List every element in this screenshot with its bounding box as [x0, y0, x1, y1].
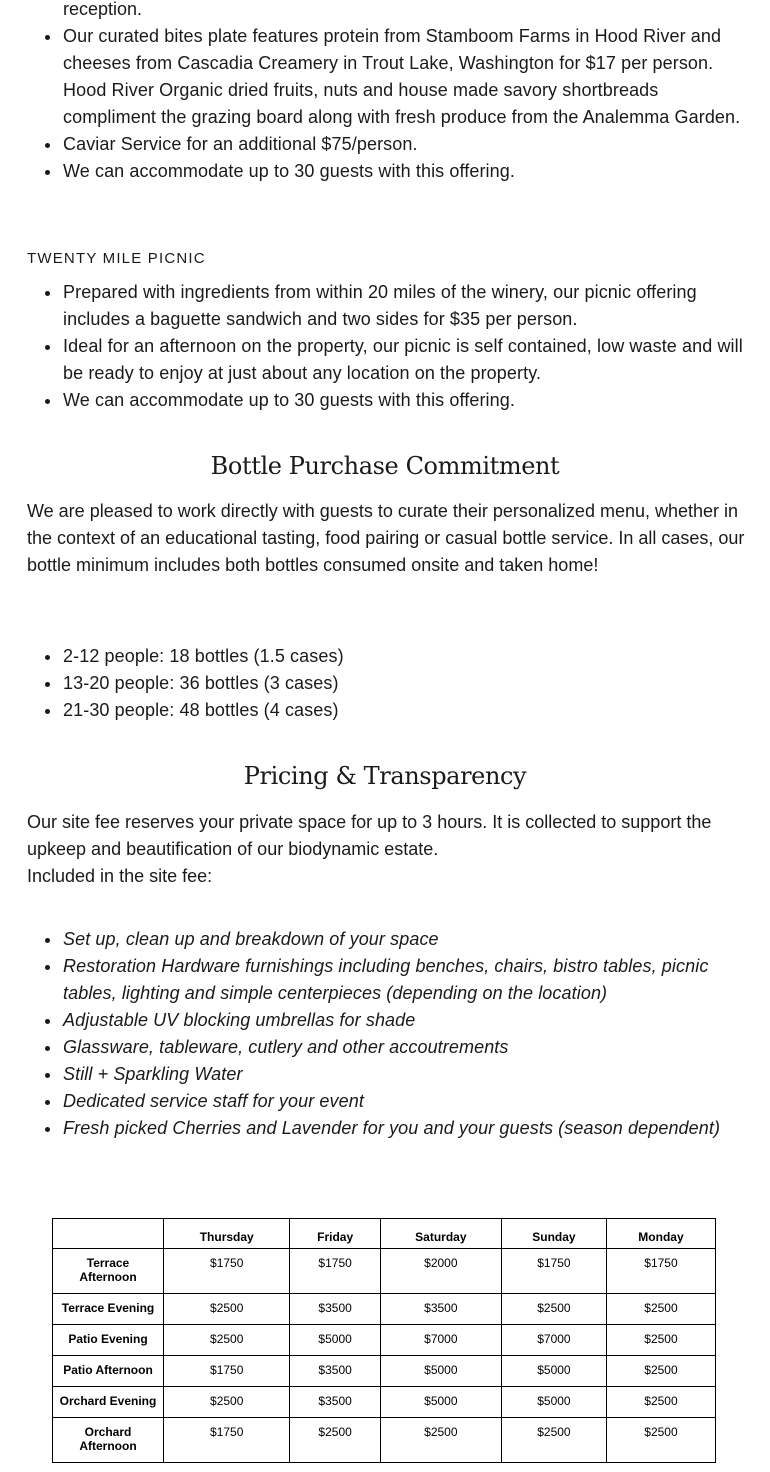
price-cell: $2500: [606, 1418, 715, 1463]
picnic-label: TWENTY MILE PICNIC: [27, 250, 206, 267]
table-row: [53, 1418, 716, 1463]
price-cell: $1750: [164, 1418, 290, 1463]
price-cell: $7000: [501, 1325, 606, 1356]
table-header-cell: Saturday: [380, 1219, 501, 1249]
table-row: [53, 1387, 716, 1418]
row-label: Orchard Evening: [53, 1387, 164, 1418]
list-item: Glassware, tableware, cutlery and other accoutrements: [27, 1034, 747, 1061]
price-cell: $1750: [606, 1249, 715, 1294]
row-label: Terrace Afternoon: [53, 1249, 164, 1294]
table-header-cell: [53, 1219, 164, 1249]
continued-text: reception.: [63, 0, 143, 19]
price-cell: $1750: [501, 1249, 606, 1294]
bottle-paragraph: We are pleased to work directly with guests to curate their personalized menu, whether in the context of an educational tasting, food pairing or casual bottle service. In all cases, our bottle minimum includes both bottles consumed onsite and taken home!: [27, 501, 745, 575]
list-item: Fresh picked Cherries and Lavender for you and your guests (season dependent): [27, 1115, 747, 1142]
price-cell: $2500: [164, 1325, 290, 1356]
table-header-cell: Thursday: [164, 1219, 290, 1249]
bottle-list: [27, 643, 747, 724]
row-label: Terrace Evening: [53, 1294, 164, 1325]
picnic-list: [27, 279, 747, 414]
price-cell: $5000: [380, 1356, 501, 1387]
price-cell: $2500: [606, 1356, 715, 1387]
price-cell: $3500: [290, 1387, 380, 1418]
price-cell: $2500: [380, 1418, 501, 1463]
list-item: Ideal for an afternoon on the property, our picnic is self contained, low waste and will be ready to enjoy at just about any location on the property.: [27, 333, 747, 387]
list-item: 21-30 people: 48 bottles (4 cases): [27, 697, 747, 724]
list-item: Restoration Hardware furnishings including benches, chairs, bistro tables, picnic tables, lighting and simple centerpieces (depending on the location): [27, 953, 747, 1007]
pricing-heading: Pricing & Transparency: [243, 762, 527, 790]
price-cell: $3500: [380, 1294, 501, 1325]
list-item: We can accommodate up to 30 guests with this offering.: [27, 158, 747, 185]
price-cell: $2500: [606, 1387, 715, 1418]
table-header-cell: Sunday: [501, 1219, 606, 1249]
price-cell: $2500: [164, 1294, 290, 1325]
list-item: 2-12 people: 18 bottles (1.5 cases): [27, 643, 747, 670]
table-row: [53, 1356, 716, 1387]
price-cell: $1750: [164, 1356, 290, 1387]
price-cell: $2500: [164, 1387, 290, 1418]
price-cell: $1750: [290, 1249, 380, 1294]
price-cell: $2500: [290, 1418, 380, 1463]
price-cell: $2500: [606, 1325, 715, 1356]
price-cell: $5000: [290, 1325, 380, 1356]
table-header-cell: Friday: [290, 1219, 380, 1249]
price-cell: $3500: [290, 1356, 380, 1387]
price-cell: $5000: [501, 1356, 606, 1387]
row-label: Patio Evening: [53, 1325, 164, 1356]
pricing-table: [52, 1218, 716, 1463]
table-row: [53, 1325, 716, 1356]
price-cell: $7000: [380, 1325, 501, 1356]
list-item: Dedicated service staff for your event: [27, 1088, 747, 1115]
list-item: Prepared with ingredients from within 20 miles of the winery, our picnic offering includes a baguette sandwich and two sides for $35 per person.: [27, 279, 747, 333]
included-list: [27, 926, 747, 1142]
list-item: We can accommodate up to 30 guests with this offering.: [27, 387, 747, 414]
list-item: Adjustable UV blocking umbrellas for shade: [27, 1007, 747, 1034]
table-row: [53, 1249, 716, 1294]
bottle-heading: Bottle Purchase Commitment: [210, 452, 560, 480]
price-cell: $5000: [380, 1387, 501, 1418]
included-label: Included in the site fee:: [27, 866, 213, 886]
price-cell: $1750: [164, 1249, 290, 1294]
bites-list: [27, 23, 747, 185]
list-item: 13-20 people: 36 bottles (3 cases): [27, 670, 747, 697]
table-header-row: [53, 1219, 716, 1249]
price-cell: $5000: [501, 1387, 606, 1418]
price-cell: $2500: [501, 1294, 606, 1325]
list-item: Set up, clean up and breakdown of your space: [27, 926, 747, 953]
row-label: Patio Afternoon: [53, 1356, 164, 1387]
list-item: Still + Sparkling Water: [27, 1061, 747, 1088]
table-row: [53, 1294, 716, 1325]
price-cell: $2500: [501, 1418, 606, 1463]
list-item: Caviar Service for an additional $75/person.: [27, 131, 747, 158]
table-header-cell: Monday: [606, 1219, 715, 1249]
list-item: Our curated bites plate features protein from Stamboom Farms in Hood River and cheeses from Cascadia Creamery in Trout Lake, Washington for $17 per person. Hood River Organic dried fruits, nuts and house made savory shortbreads compliment the grazing board along with fresh produce from the Analemma Garden.: [27, 23, 747, 131]
pricing-paragraph: Our site fee reserves your private space for up to 3 hours. It is collected to support the upkeep and beautification of our biodynamic estate.: [27, 812, 712, 859]
price-cell: $3500: [290, 1294, 380, 1325]
row-label: Orchard Afternoon: [53, 1418, 164, 1463]
price-cell: $2500: [606, 1294, 715, 1325]
price-cell: $2000: [380, 1249, 501, 1294]
